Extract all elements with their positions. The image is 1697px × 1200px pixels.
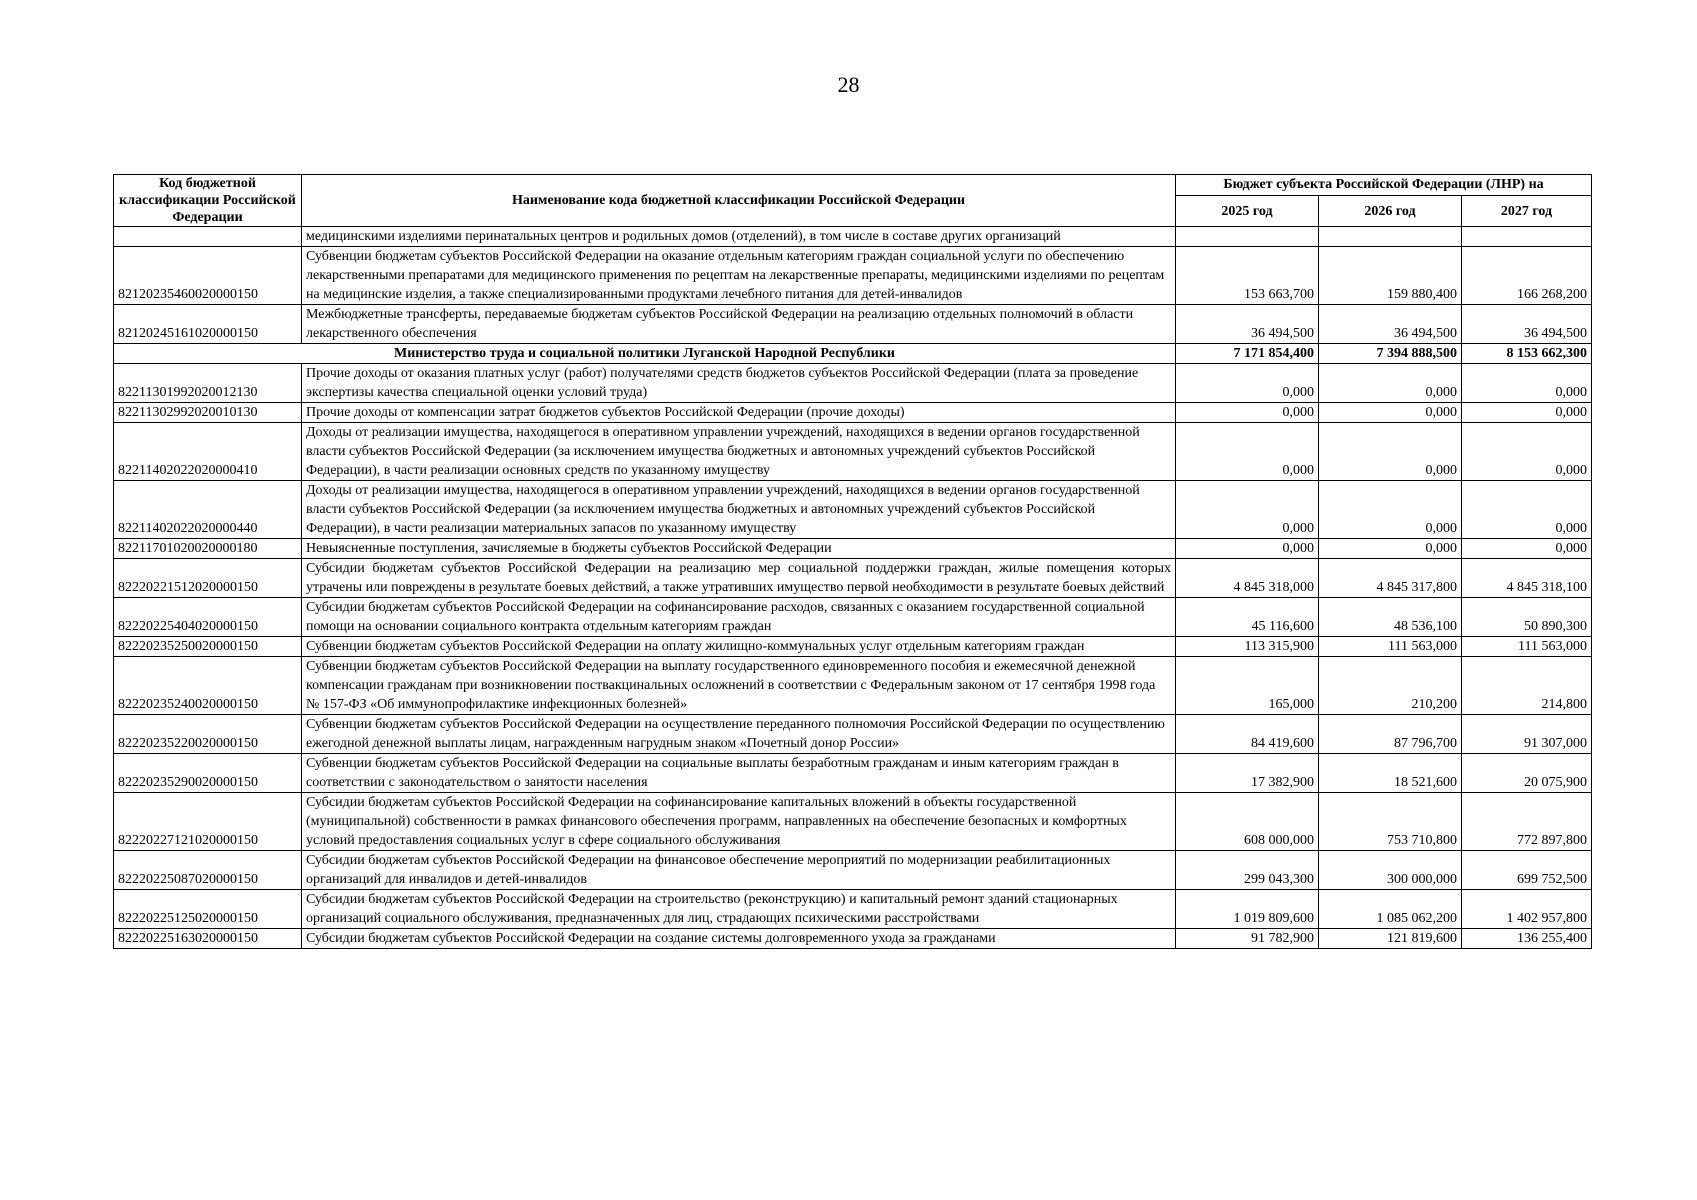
value-2026: 18 521,600 — [1319, 754, 1462, 793]
row-name: Межбюджетные трансферты, передаваемые бюджетам субъектов Российской Федерации на реализацию отдельных полномочий в области лекарственного обеспечения — [302, 305, 1176, 344]
value-2027: 699 752,500 — [1462, 851, 1592, 890]
value-2026: 36 494,500 — [1319, 305, 1462, 344]
value-2025: 84 419,600 — [1176, 715, 1319, 754]
value-2026: 0,000 — [1319, 423, 1462, 481]
value-2025: 36 494,500 — [1176, 305, 1319, 344]
value-2027: 111 563,000 — [1462, 637, 1592, 657]
row-code: 82220225087020000150 — [114, 851, 302, 890]
value-2025: 113 315,900 — [1176, 637, 1319, 657]
table-row — [114, 657, 1592, 715]
row-name: Невыясненные поступления, зачисляемые в бюджеты субъектов Российской Федерации — [302, 539, 1176, 559]
value-2025: 1 019 809,600 — [1176, 890, 1319, 929]
table-row — [114, 715, 1592, 754]
header-name: Наименование кода бюджетной классификации Российской Федерации — [302, 175, 1176, 227]
table-row — [114, 423, 1592, 481]
row-code: 82211402022020000410 — [114, 423, 302, 481]
value-2027: 8 153 662,300 — [1462, 344, 1592, 364]
row-name: Субвенции бюджетам субъектов Российской Федерации на выплату государственного единовременного пособия и ежемесячной денежной компенсации гражданам при возникновении поствакцинальных осложнений в соответствии с Федеральным законом от 17 сентября 1998 года № 157-ФЗ «Об иммунопрофилактике инфекционных болезней» — [302, 657, 1176, 715]
value-2027: 50 890,300 — [1462, 598, 1592, 637]
header-year-2026: 2026 год — [1319, 196, 1462, 227]
value-2025: 299 043,300 — [1176, 851, 1319, 890]
value-2026: 121 819,600 — [1319, 929, 1462, 949]
value-2027: 166 268,200 — [1462, 247, 1592, 305]
value-2027: 4 845 318,100 — [1462, 559, 1592, 598]
header-budget: Бюджет субъекта Российской Федерации (ЛНР) на — [1176, 175, 1592, 196]
value-2026: 87 796,700 — [1319, 715, 1462, 754]
value-2027: 1 402 957,800 — [1462, 890, 1592, 929]
row-code: 82211302992020010130 — [114, 403, 302, 423]
row-code: 82220235240020000150 — [114, 657, 302, 715]
row-code: 82220235250020000150 — [114, 637, 302, 657]
value-2026: 0,000 — [1319, 481, 1462, 539]
section-row — [114, 344, 1592, 364]
row-code: 82220227121020000150 — [114, 793, 302, 851]
value-2025: 0,000 — [1176, 539, 1319, 559]
value-2026: 0,000 — [1319, 364, 1462, 403]
table-body — [114, 227, 1592, 949]
row-code: 82211301992020012130 — [114, 364, 302, 403]
value-2025: 7 171 854,400 — [1176, 344, 1319, 364]
value-2025: 91 782,900 — [1176, 929, 1319, 949]
header-year-2027: 2027 год — [1462, 196, 1592, 227]
row-code: 82220225163020000150 — [114, 929, 302, 949]
table-row — [114, 598, 1592, 637]
value-2027: 0,000 — [1462, 364, 1592, 403]
row-code: 82211701020020000180 — [114, 539, 302, 559]
value-2026: 4 845 317,800 — [1319, 559, 1462, 598]
value-2025: 0,000 — [1176, 481, 1319, 539]
page-number: 28 — [837, 72, 860, 97]
value-2027: 0,000 — [1462, 423, 1592, 481]
table-header — [114, 175, 1592, 227]
row-name: Субсидии бюджетам субъектов Российской Федерации на реализацию мер социальной поддержки граждан, жилые помещения которых утрачены или повреждены в результате боевых действий, а также утративших имущество первой необходимости в результате боевых действий — [302, 559, 1176, 598]
value-2026: 210,200 — [1319, 657, 1462, 715]
table-row — [114, 403, 1592, 423]
value-2027: 0,000 — [1462, 481, 1592, 539]
table-row — [114, 481, 1592, 539]
header-year-2025: 2025 год — [1176, 196, 1319, 227]
table-row — [114, 539, 1592, 559]
value-2026: 300 000,000 — [1319, 851, 1462, 890]
row-name: Доходы от реализации имущества, находящегося в оперативном управлении учреждений, находящихся в ведении органов государственной власти субъектов Российской Федерации (за исключением имущества бюджетных и автономных учреждений субъектов Российской Федерации), в части реализации материальных запасов по указанному имуществу — [302, 481, 1176, 539]
row-name: Субсидии бюджетам субъектов Российской Федерации на создание системы долговременного ухода за гражданами — [302, 929, 1176, 949]
value-2026: 753 710,800 — [1319, 793, 1462, 851]
value-2027: 91 307,000 — [1462, 715, 1592, 754]
value-2026 — [1319, 227, 1462, 247]
row-code: 82220221512020000150 — [114, 559, 302, 598]
value-2027: 136 255,400 — [1462, 929, 1592, 949]
header-code: Код бюджетной классификации Российской Федерации — [114, 175, 302, 227]
row-code: 82211402022020000440 — [114, 481, 302, 539]
section-title: Министерство труда и социальной политики Луганской Народной Республики — [114, 344, 1176, 364]
row-code: 82120235460020000150 — [114, 247, 302, 305]
row-name: Субвенции бюджетам субъектов Российской Федерации на социальные выплаты безработным гражданам и иным категориям граждан в соответствии с законодательством о занятости населения — [302, 754, 1176, 793]
budget-table — [113, 174, 1592, 949]
value-2027: 20 075,900 — [1462, 754, 1592, 793]
row-name: Прочие доходы от оказания платных услуг (работ) получателями средств бюджетов субъектов Российской Федерации (плата за проведение экспертизы качества специальной оценки условий труда) — [302, 364, 1176, 403]
value-2027: 214,800 — [1462, 657, 1592, 715]
value-2026: 1 085 062,200 — [1319, 890, 1462, 929]
value-2025: 153 663,700 — [1176, 247, 1319, 305]
value-2025: 0,000 — [1176, 403, 1319, 423]
row-name: Субвенции бюджетам субъектов Российской Федерации на оплату жилищно-коммунальных услуг отдельным категориям граждан — [302, 637, 1176, 657]
value-2025: 608 000,000 — [1176, 793, 1319, 851]
row-code: 82120245161020000150 — [114, 305, 302, 344]
table-row — [114, 227, 1592, 247]
value-2025: 4 845 318,000 — [1176, 559, 1319, 598]
table-row — [114, 247, 1592, 305]
row-code: 82220235290020000150 — [114, 754, 302, 793]
value-2027: 772 897,800 — [1462, 793, 1592, 851]
table-row — [114, 929, 1592, 949]
row-name: Прочие доходы от компенсации затрат бюджетов субъектов Российской Федерации (прочие доходы) — [302, 403, 1176, 423]
row-name: медицинскими изделиями перинатальных центров и родильных домов (отделений), в том числе в составе других организаций — [302, 227, 1176, 247]
row-name: Субсидии бюджетам субъектов Российской Федерации на софинансирование капитальных вложений в объекты государственной (муниципальной) собственности в рамках финансового обеспечения программ, направленных на обеспечение безопасных и комфортных условий предоставления социальных услуг в сфере социального обслуживания — [302, 793, 1176, 851]
value-2027 — [1462, 227, 1592, 247]
table-row — [114, 754, 1592, 793]
value-2025: 165,000 — [1176, 657, 1319, 715]
value-2026: 48 536,100 — [1319, 598, 1462, 637]
row-name: Субсидии бюджетам субъектов Российской Федерации на строительство (реконструкцию) и капитальный ремонт зданий стационарных организаций социального обслуживания, предназначенных для лиц, страдающих психическими расстройствами — [302, 890, 1176, 929]
row-name: Субсидии бюджетам субъектов Российской Федерации на софинансирование расходов, связанных с оказанием государственной социальной помощи на основании социального контракта отдельным категориям граждан — [302, 598, 1176, 637]
value-2026: 7 394 888,500 — [1319, 344, 1462, 364]
row-name: Субвенции бюджетам субъектов Российской Федерации на оказание отдельным категориям граждан социальной услуги по обеспечению лекарственными препаратами для медицинского применения по рецептам на лекарственные препараты, медицинскими изделиями по рецептам на медицинские изделия, а также специализированными продуктами лечебного питания для детей-инвалидов — [302, 247, 1176, 305]
value-2025: 0,000 — [1176, 364, 1319, 403]
value-2026: 0,000 — [1319, 539, 1462, 559]
table-row — [114, 851, 1592, 890]
table-row — [114, 305, 1592, 344]
value-2025: 17 382,900 — [1176, 754, 1319, 793]
row-code: 82220225404020000150 — [114, 598, 302, 637]
row-name: Доходы от реализации имущества, находящегося в оперативном управлении учреждений, находящихся в ведении органов государственной власти субъектов Российской Федерации (за исключением имущества бюджетных и автономных учреждений субъектов Российской Федерации), в части реализации основных средств по указанному имуществу — [302, 423, 1176, 481]
value-2027: 0,000 — [1462, 403, 1592, 423]
row-code — [114, 227, 302, 247]
value-2026: 111 563,000 — [1319, 637, 1462, 657]
value-2026: 159 880,400 — [1319, 247, 1462, 305]
value-2025: 0,000 — [1176, 423, 1319, 481]
table-row — [114, 364, 1592, 403]
value-2025 — [1176, 227, 1319, 247]
row-code: 82220235220020000150 — [114, 715, 302, 754]
row-code: 82220225125020000150 — [114, 890, 302, 929]
table-row — [114, 793, 1592, 851]
value-2026: 0,000 — [1319, 403, 1462, 423]
value-2025: 45 116,600 — [1176, 598, 1319, 637]
value-2027: 36 494,500 — [1462, 305, 1592, 344]
table-row — [114, 890, 1592, 929]
row-name: Субсидии бюджетам субъектов Российской Федерации на финансовое обеспечение мероприятий по модернизации реабилитационных организаций для инвалидов и детей-инвалидов — [302, 851, 1176, 890]
row-name: Субвенции бюджетам субъектов Российской Федерации на осуществление переданного полномочия Российской Федерации по осуществлению ежегодной денежной выплаты лицам, награжденным нагрудным знаком «Почетный донор России» — [302, 715, 1176, 754]
table-row — [114, 637, 1592, 657]
value-2027: 0,000 — [1462, 539, 1592, 559]
table-row — [114, 559, 1592, 598]
